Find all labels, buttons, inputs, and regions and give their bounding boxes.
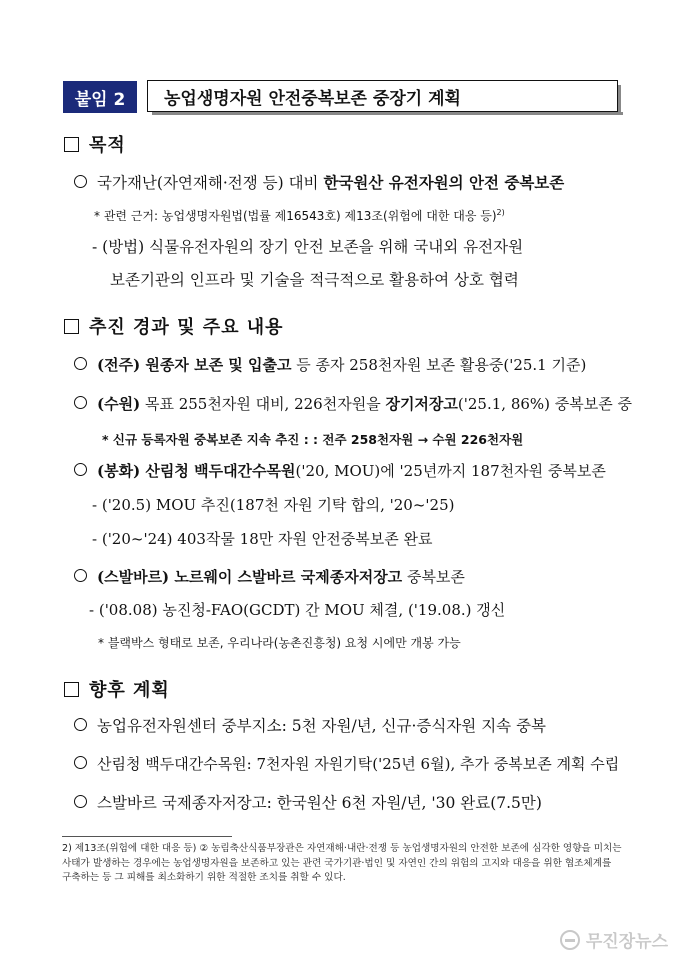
- section-title: 향후 계획: [89, 680, 170, 701]
- footnote: 2) 제13조(위험에 대한 대응 등) ② 농림축산식품부장관은 자연재해·내란·전쟁 등 농업생명자원의 안전한 보존에 심각한 영향을 미치는 사태가 발생하는 경우에는 농업생명자원을 보존하고 있는 관련 국가기관·법인 및 자연인 간의 위험의 고지와 대응을 위한 협조체계를 구축하는 등 그 피해를 최소화하기 위한 적절한 조치를 취할 수 있다.: [62, 843, 622, 883]
- bonghwa-sub-1: - ('20.5) MOU 추진(187천 자원 기탁 합의, '20~'25): [92, 496, 455, 514]
- circle-bullet-icon: [74, 756, 87, 769]
- progress-bonghwa: [74, 460, 606, 481]
- future-item-text: 농업유전자원센터 중부지소: 5천 자원/년, 신규·증식자원 지속 중복: [97, 717, 547, 735]
- progress-svalbard: [74, 566, 465, 587]
- svalbard-sub: - ('08.08) 농진청-FAO(GCDT) 간 MOU 체결, ('19.08.) 갱신: [89, 601, 506, 619]
- circle-bullet-icon: [74, 718, 87, 731]
- bold-text: (전주) 원종자 보존 및 입출고: [97, 356, 292, 374]
- circle-bullet-icon: [74, 175, 87, 188]
- footnote-ref: 2): [496, 208, 505, 217]
- watermark-text: 무진장뉴스: [585, 932, 668, 952]
- watermark: [560, 927, 668, 952]
- purpose-method-line-2: 보존기관의 인프라 및 기술을 적극적으로 활용하여 상호 협력: [110, 271, 519, 289]
- suwon-note: * 신규 등록자원 중복보존 지속 추진 : : 전주 258천자원 → 수원 226천자원: [102, 432, 524, 447]
- section-title: 추진 경과 및 주요 내용: [89, 317, 284, 338]
- square-bullet-icon: [64, 137, 79, 152]
- progress-suwon: [74, 393, 632, 414]
- circle-bullet-icon: [74, 463, 87, 476]
- svalbard-note: * 블랙박스 형태로 보존, 우리나라(농촌진흥청) 요청 시에만 개봉 가능: [98, 636, 461, 650]
- purpose-legal-note: [94, 207, 505, 224]
- purpose-text: 국가재난(자연재해·전쟁 등) 대비: [97, 174, 324, 192]
- square-bullet-icon: [64, 682, 79, 697]
- title-box-shadow: [152, 112, 623, 115]
- future-item-text: 산림청 백두대간수목원: 7천자원 자원기탁('25년 6월), 추가 중복보존 계획 수립: [97, 755, 620, 773]
- body-text: ('25.1, 86%) 중복보존 중: [457, 395, 632, 413]
- future-item: [74, 714, 546, 736]
- purpose-method-line-1: - (방법) 식물유전자원의 장기 안전 보존을 위해 국내외 유전자원: [92, 238, 524, 256]
- body-text: 중복보존: [402, 568, 465, 586]
- attachment-tag: 붙임 2: [63, 81, 137, 113]
- body-text: 목표 255천자원 대비, 226천자원을: [140, 395, 386, 413]
- purpose-bold-text: 한국원산 유전자원의 안전 중복보존: [323, 173, 565, 192]
- section-future-heading: [64, 676, 170, 702]
- square-bullet-icon: [64, 319, 79, 334]
- bonghwa-sub-2: - ('20~'24) 403작물 18만 자원 안전중복보존 완료: [92, 530, 433, 548]
- document-title: 농업생명자원 안전중복보존 중장기 계획: [147, 80, 618, 112]
- watermark-logo-icon: [560, 930, 580, 950]
- section-title: 목적: [89, 135, 126, 156]
- circle-bullet-icon: [74, 396, 87, 409]
- future-item-text: 스발바르 국제종자저장고: 한국원산 6천 자원/년, '30 완료(7.5만): [97, 794, 542, 812]
- section-purpose-heading: [64, 131, 126, 157]
- footnote-divider: [62, 836, 232, 837]
- title-box-shadow-side: [618, 85, 621, 115]
- note-text: * 관련 근거: 농업생명자원법(법률 제16543호) 제13조(위험에 대한 대응 등): [94, 209, 497, 223]
- bold-text: (스발바르) 노르웨이 스발바르 국제종자저장고: [97, 568, 403, 586]
- purpose-item: [74, 171, 564, 193]
- circle-bullet-icon: [74, 795, 87, 808]
- progress-jeonju: [74, 354, 586, 375]
- body-text: ('20, MOU)에 '25년까지 187천자원 중복보존: [295, 462, 606, 480]
- section-progress-heading: [64, 313, 284, 339]
- future-item: [74, 753, 619, 774]
- future-item: [74, 791, 542, 813]
- circle-bullet-icon: [74, 569, 87, 582]
- bold-text: 장기저장고: [385, 395, 458, 413]
- body-text: 등 종자 258천자원 보존 활용중('25.1 기준): [291, 356, 587, 374]
- bold-text: (봉화) 산림청 백두대간수목원: [97, 462, 296, 480]
- bold-text: (수원): [97, 395, 141, 413]
- circle-bullet-icon: [74, 357, 87, 370]
